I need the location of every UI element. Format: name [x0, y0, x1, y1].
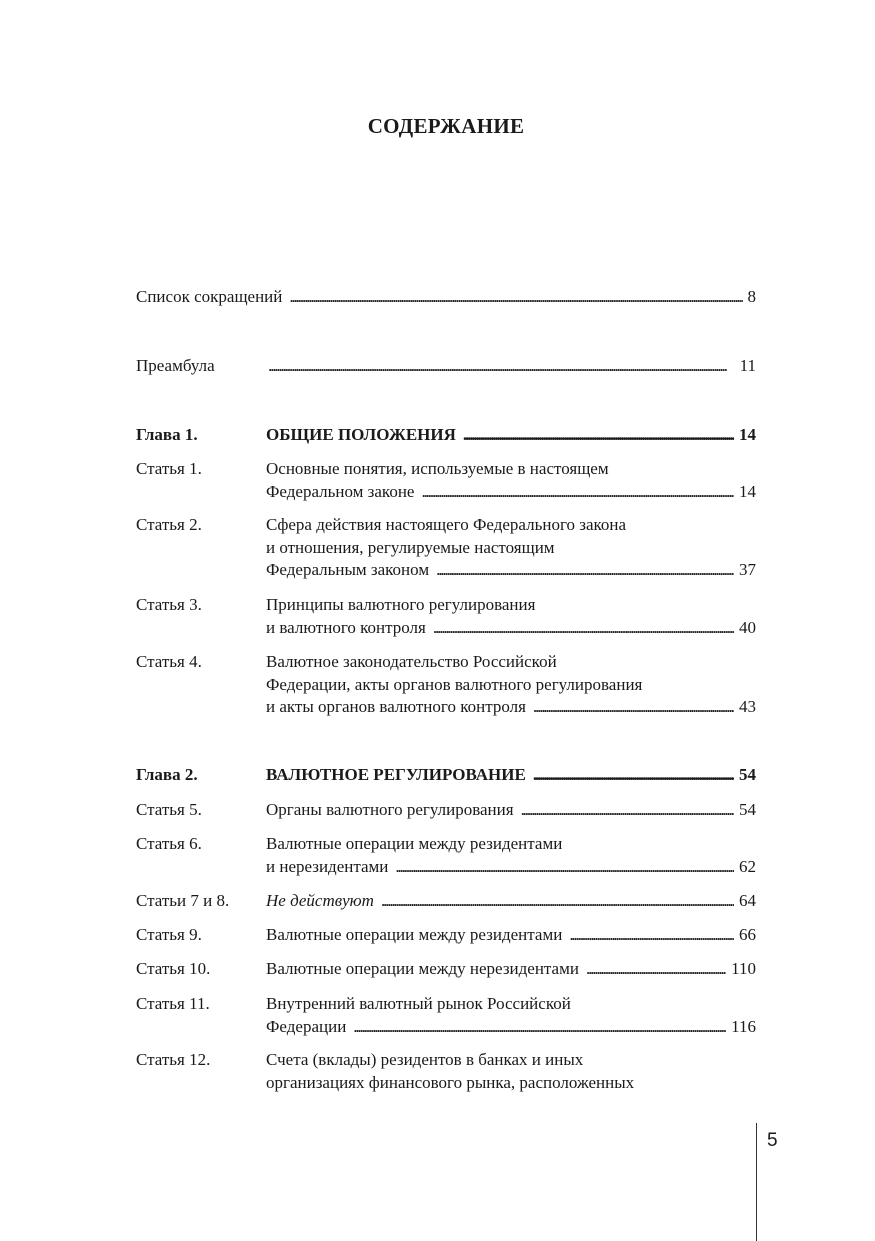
toc-entry-text: организациях финансового рынка, расположенных — [266, 1072, 635, 1092]
toc-entry-text: Список сокращений — [136, 287, 283, 306]
toc-article-2[interactable] — [136, 514, 756, 582]
toc-page-number: 14 — [739, 425, 756, 444]
toc-entry-text: Принципы валютного регулирования — [266, 595, 536, 614]
toc-label: Статья 1. — [136, 459, 202, 478]
toc-entry-text: и отношения, регулируемые настоящим — [266, 537, 555, 557]
toc-label: Преамбула — [136, 356, 215, 375]
toc-article-1[interactable] — [136, 458, 756, 503]
toc-entry-text: и валютного контроля — [266, 617, 426, 637]
toc-label: Статья 11. — [136, 994, 210, 1013]
toc-page-number: 37 — [739, 560, 756, 579]
toc-entry-text: ОБЩИЕ ПОЛОЖЕНИЯ — [266, 425, 456, 444]
toc-entry-text: Валютное законодательство Российской — [266, 652, 557, 671]
toc-article-7-8[interactable] — [136, 890, 756, 913]
leader-dots — [353, 1016, 726, 1039]
toc-label: Глава 1. — [136, 425, 198, 444]
toc-entry-text: и нерезидентами — [266, 856, 389, 876]
toc-entry-text: Органы валютного регулирования — [266, 800, 514, 819]
toc-entry-text: Федеральном законе — [266, 481, 415, 501]
toc-article-9[interactable] — [136, 924, 756, 947]
toc-article-5[interactable] — [136, 799, 756, 822]
page-edge-rule — [756, 1123, 757, 1241]
toc-entry-text: Не действуют — [266, 891, 374, 910]
leader-dots — [289, 286, 742, 309]
leader-dots — [268, 355, 735, 378]
toc-entry-text: Счета (вклады) резидентов в банках и иных — [266, 1050, 584, 1069]
toc-article-3[interactable] — [136, 594, 756, 639]
toc-entry-abbreviations[interactable] — [136, 286, 756, 309]
leader-dots — [436, 559, 734, 582]
toc-page-number: 66 — [739, 925, 756, 944]
toc-entry-text: Федерации — [266, 1016, 347, 1036]
toc-article-12[interactable] — [136, 1049, 756, 1094]
toc-entry-text: Сфера действия настоящего Федерального закона — [266, 515, 627, 534]
leader-dots — [521, 799, 734, 822]
toc-page-number: 54 — [739, 800, 756, 819]
leader-dots — [381, 890, 734, 913]
toc-article-6[interactable] — [136, 833, 756, 878]
page-title: СОДЕРЖАНИЕ — [367, 114, 525, 138]
toc-page-number: 54 — [739, 765, 756, 784]
leader-dots — [586, 958, 726, 981]
leader-dots — [395, 856, 734, 879]
toc-label: Статья 2. — [136, 515, 202, 534]
toc-label: Статья 10. — [136, 959, 211, 978]
toc-entry-text: Внутренний валютный рынок Российской — [266, 994, 571, 1013]
leader-dots — [463, 424, 734, 447]
toc-page-number: 40 — [739, 617, 756, 637]
page-number: 5 — [767, 1130, 778, 1151]
toc-label: Статья 3. — [136, 595, 202, 614]
toc-article-10[interactable] — [136, 958, 756, 981]
toc-page-number: 110 — [731, 959, 756, 978]
leader-dots — [569, 924, 734, 947]
toc-entry-text: Федерации, акты органов валютного регулирования — [266, 674, 643, 694]
toc-label: Статья 6. — [136, 834, 202, 853]
toc-entry-text: и акты органов валютного контроля — [266, 697, 526, 716]
toc-entry-text: Основные понятия, используемые в настоящем — [266, 459, 609, 478]
toc-page-number: 64 — [739, 891, 756, 910]
toc-entry-text: Валютные операции между нерезидентами — [266, 959, 579, 978]
toc-label: Статьи 7 и 8. — [136, 891, 230, 910]
toc-page-number: 8 — [747, 287, 756, 306]
leader-dots — [421, 481, 734, 504]
toc-page-number: 62 — [739, 856, 756, 876]
toc-label: Статья 5. — [136, 800, 202, 819]
toc-entry-text: ВАЛЮТНОЕ РЕГУЛИРОВАНИЕ — [266, 765, 526, 784]
toc-page-number: 11 — [739, 356, 756, 375]
toc-label: Статья 4. — [136, 652, 202, 671]
leader-dots — [533, 764, 734, 787]
toc-chapter-2[interactable] — [136, 764, 756, 787]
toc-chapter-1[interactable] — [136, 424, 756, 447]
toc-entry-text: Валютные операции между резидентами — [266, 834, 563, 853]
leader-dots — [533, 696, 734, 719]
toc-entry-text: Валютные операции между резидентами — [266, 925, 563, 944]
toc-entry-text: Федеральным законом — [266, 560, 430, 579]
toc-page-number: 14 — [739, 481, 756, 501]
toc-page-number: 43 — [739, 697, 756, 716]
toc-label: Статья 12. — [136, 1050, 211, 1069]
toc-article-11[interactable] — [136, 993, 756, 1038]
toc-page-number: 116 — [731, 1016, 756, 1036]
toc-article-4[interactable] — [136, 651, 756, 719]
leader-dots — [433, 617, 734, 640]
toc-label: Глава 2. — [136, 765, 198, 784]
toc-entry-preamble[interactable] — [136, 355, 756, 378]
toc-label: Статья 9. — [136, 925, 202, 944]
